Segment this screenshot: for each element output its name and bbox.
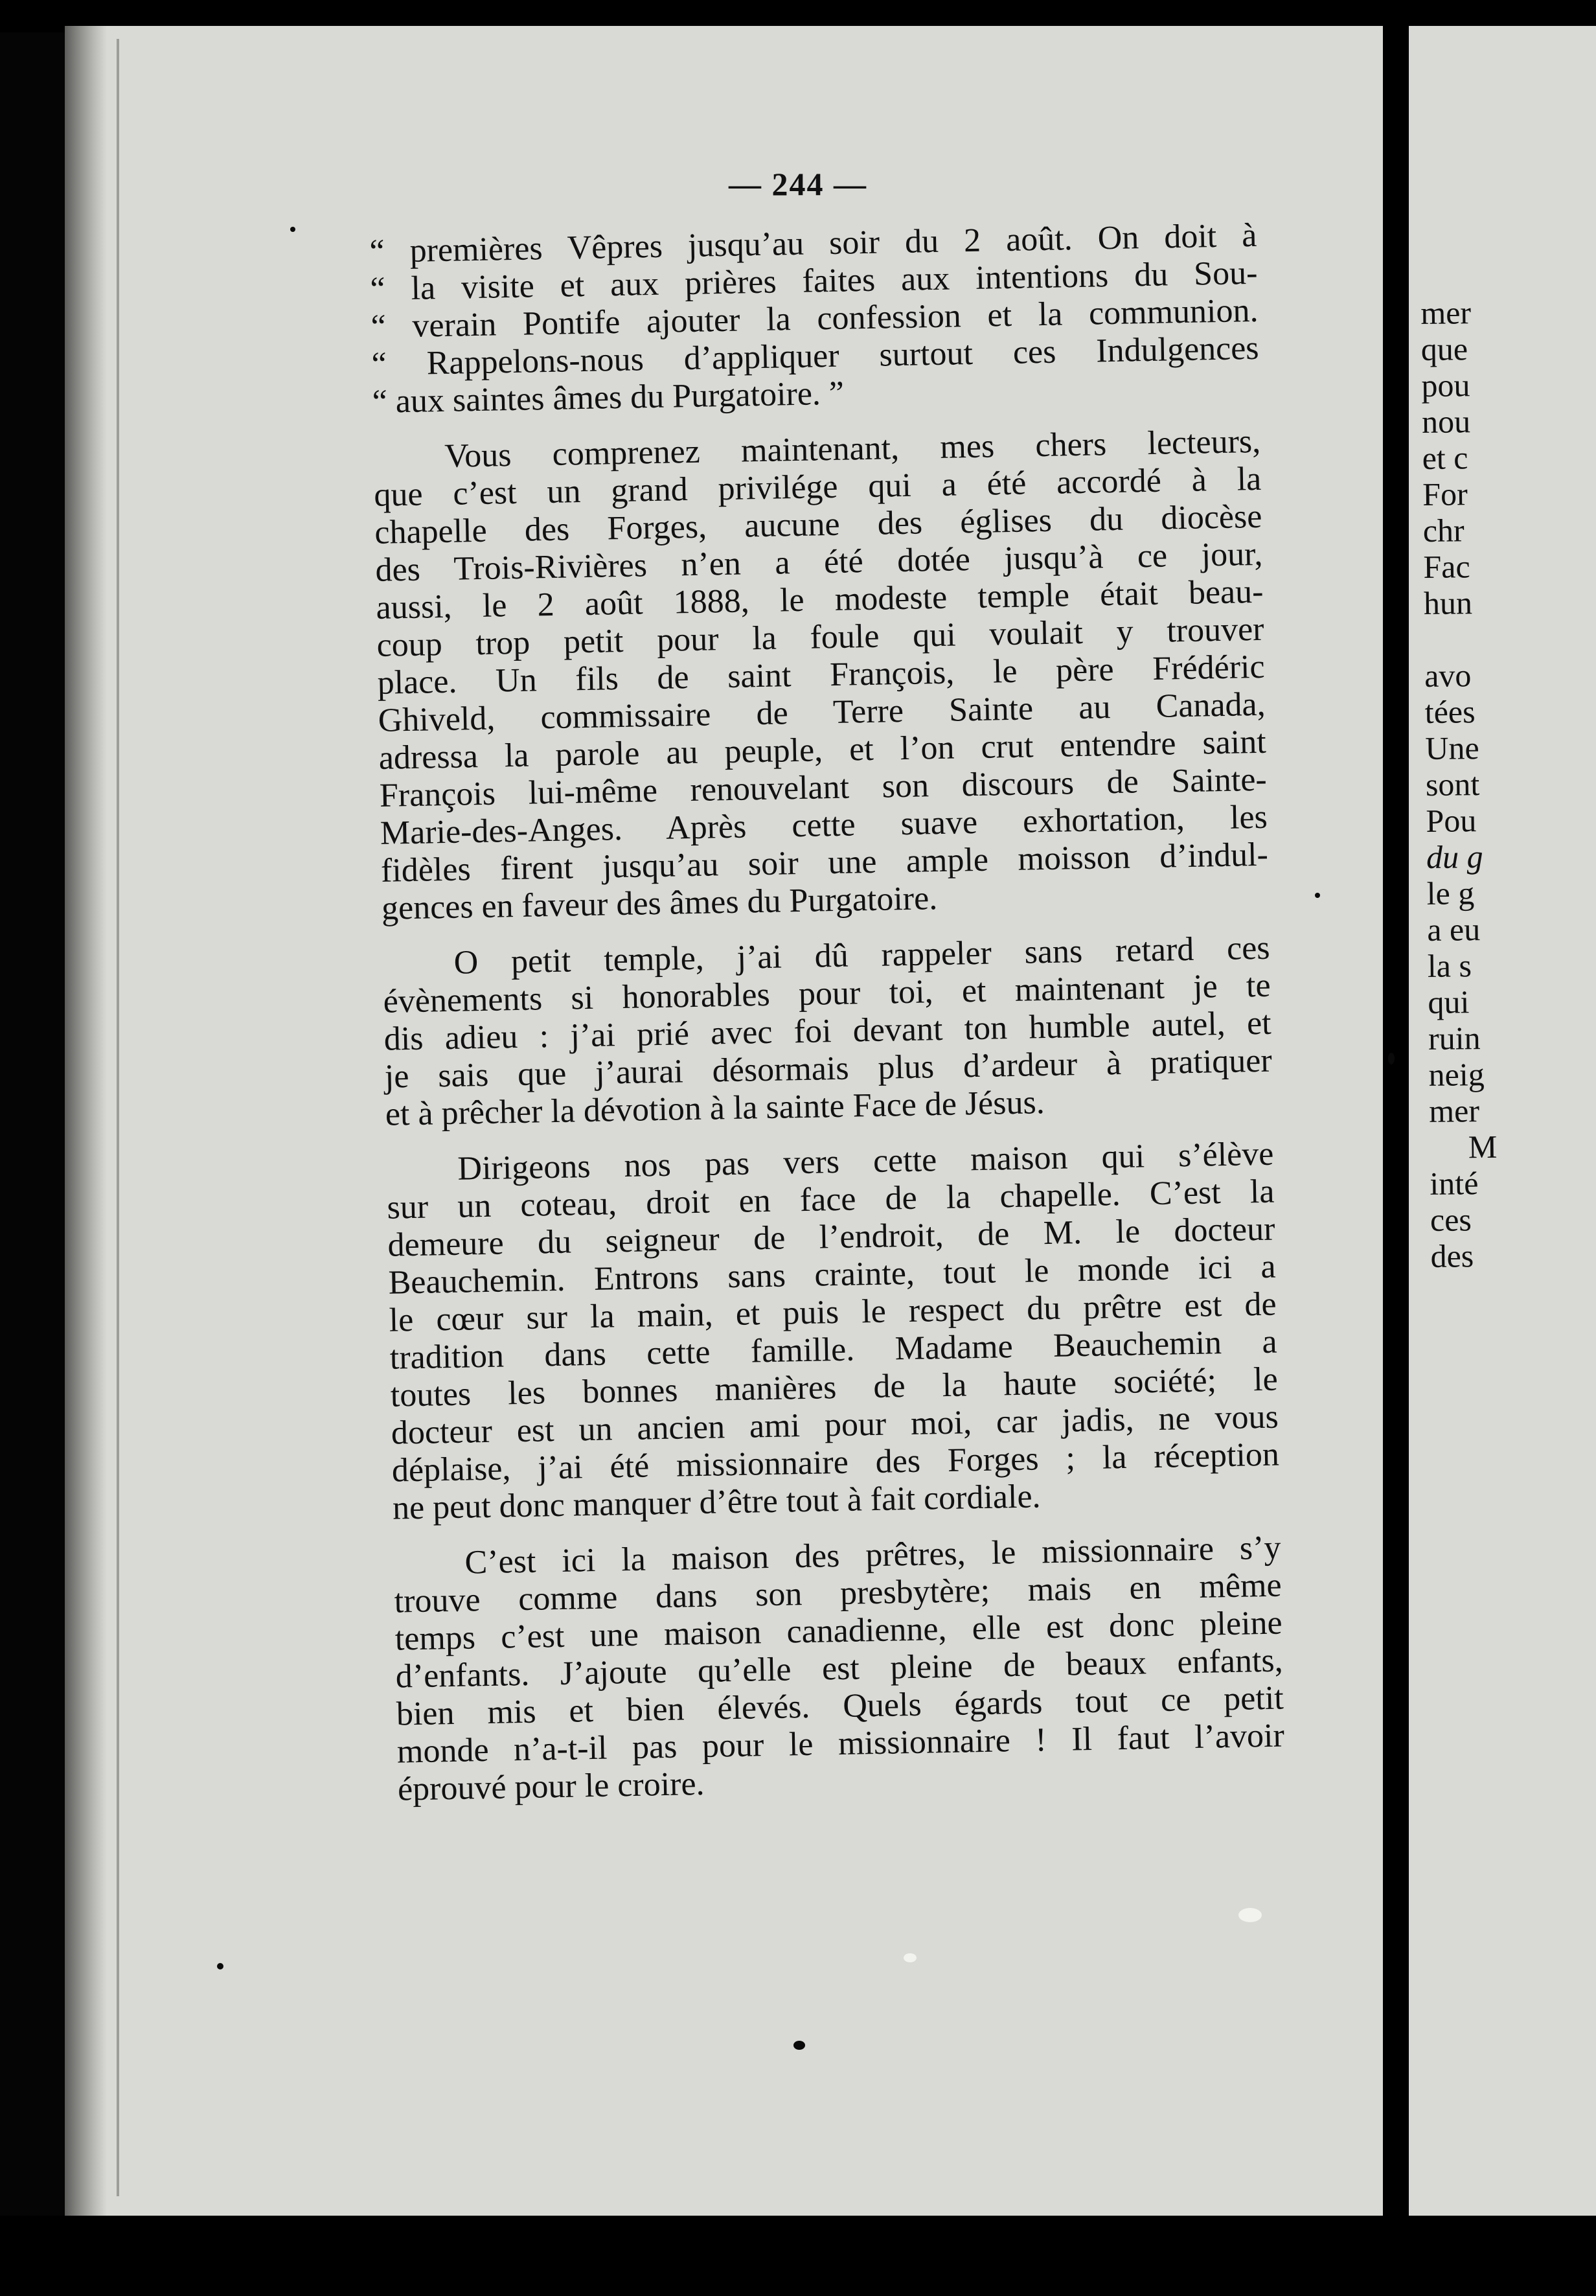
text-line: éprouvé pour le croire. — [397, 1765, 705, 1808]
text-line: temps c’est une maison canadienne, elle est donc pleine — [394, 1604, 1283, 1658]
text-line: bien mis et bien élevés. Quels égards tout ce petit — [396, 1679, 1284, 1733]
right-page-fragments — [1420, 294, 1498, 1274]
text-line: Vous comprenez maintenant, mes chers lecteurs, — [444, 422, 1261, 475]
scan-speck — [793, 2041, 805, 2050]
fragment-line: avo — [1424, 657, 1472, 694]
scan-speck — [290, 227, 295, 232]
text-line: coup trop petit pour la foule qui voulait y trouver — [376, 610, 1264, 664]
text-line: monde n’a-t-il pas pour le missionnaire ! Il faut l’avoir — [396, 1717, 1285, 1771]
text-line: et à prêcher la dévotion à la sainte Face de Jésus. — [385, 1084, 1045, 1133]
fragment-line: mer — [1420, 294, 1472, 331]
fragment-line: Fac — [1423, 548, 1470, 585]
text-line: que c’est un grand privilége qui a été accordé à la — [373, 460, 1262, 514]
fragment-line: Une — [1425, 729, 1479, 766]
fragment-line: mer — [1428, 1092, 1480, 1129]
scan-speck — [1238, 1908, 1262, 1922]
fragment-line: ruin — [1428, 1020, 1481, 1057]
text-line: aussi, le 2 août 1888, le modeste temple était beau- — [376, 573, 1264, 626]
text-line: Dirigeons nos pas vers cette maison qui s’élève — [457, 1135, 1274, 1188]
fragment-line: chr — [1422, 512, 1465, 549]
fragment-line: a eu — [1426, 911, 1481, 948]
text-line: déplaise, j’ai été missionnaire des Forges ; la réception — [391, 1436, 1280, 1489]
fragment-line: du g — [1426, 838, 1483, 875]
text-line: toutes les bonnes manières de la haute société; le — [390, 1360, 1279, 1414]
text-line: chapelle des Forges, aucune des églises du diocèse — [374, 498, 1262, 551]
paragraph-vous-comprenez — [373, 423, 1276, 928]
text-line: des Trois-Rivières n’en a été dotée jusqu’à ce jour, — [375, 535, 1263, 589]
text-line: sur un coteau, droit en face de la chapelle. C’est la — [387, 1173, 1275, 1226]
page-gutter-shadow — [65, 26, 107, 2216]
text-line: adressa la parole au peuple, et l’on crut entendre saint — [378, 723, 1267, 777]
paragraph-dirigeons — [386, 1135, 1286, 1527]
text-line: C’est ici la maison des prêtres, le missionnaire s’y — [464, 1529, 1281, 1581]
text-line: place. Un fils de saint François, le père Frédéric — [377, 648, 1266, 702]
fragment-line: M — [1468, 1128, 1498, 1165]
text-line: Marie-des-Anges. Après cette suave exhortation, les — [380, 798, 1268, 852]
fragment-line: For — [1422, 476, 1468, 512]
fragment-line: des — [1430, 1237, 1474, 1274]
text-line: évènements si honorables pour toi, et maintenant je te — [383, 967, 1271, 1020]
text-line: “ aux saintes âmes du Purgatoire. ” — [372, 374, 845, 420]
text-line: “ verain Pontife ajouter la confession et la communion. — [370, 292, 1259, 345]
fragment-line: sont — [1425, 766, 1480, 803]
text-line: François lui-même renouvelant son discours de Sainte- — [379, 761, 1268, 814]
text-line: trouve comme dans son presbytère; mais en même — [394, 1567, 1282, 1620]
text-line: d’enfants. J’ajoute qu’elle est pleine de beaux enfants, — [395, 1642, 1284, 1695]
fragment-line: ces — [1430, 1201, 1472, 1238]
scan-speck — [1315, 893, 1320, 898]
text-line: “ la visite et aux prières faites aux intentions du Sou- — [370, 254, 1258, 308]
scan-bottom-border — [0, 2216, 1596, 2296]
scan-speck — [217, 1963, 223, 1969]
fragment-line: nou — [1421, 403, 1471, 440]
fragment-line: pou — [1421, 367, 1470, 404]
fragment-line: Pou — [1426, 802, 1477, 839]
paragraph-quote — [369, 217, 1266, 421]
page-divider — [1383, 26, 1409, 2296]
fragment-line: neig — [1428, 1056, 1485, 1093]
paragraph-maison-des-pretres — [393, 1529, 1292, 1808]
fragment-line: la s — [1427, 947, 1472, 984]
fragment-line: hun — [1423, 584, 1473, 621]
text-line: docteur est un ancien ami pour moi, car jadis, ne vous — [391, 1398, 1279, 1452]
text-line: Beauchemin. Entrons sans crainte, tout le monde ici a — [388, 1248, 1276, 1302]
scan-speck — [1388, 1053, 1395, 1064]
text-line: tradition dans cette famille. Madame Beauchemin a — [389, 1323, 1278, 1377]
page-number: — 244 — — [729, 166, 867, 202]
text-line: “ premières Vêpres jusqu’au soir du 2 août. On doit à — [369, 216, 1257, 270]
page-body-text — [369, 217, 1292, 1809]
text-line: gences en faveur des âmes du Purgatoire. — [381, 880, 938, 927]
text-line: Ghiveld, commissaire de Terre Sainte au Canada, — [378, 685, 1266, 739]
paragraph-petit-temple — [382, 930, 1279, 1134]
text-line: le cœur sur la main, et puis le respect du prêtre est de — [389, 1285, 1277, 1339]
text-line: ne peut donc manquer d’être tout à fait cordiale. — [392, 1478, 1042, 1527]
fragment-line: et c — [1422, 439, 1468, 476]
fragment-line: tées — [1424, 693, 1476, 730]
fragment-line: le g — [1426, 875, 1475, 912]
fragment-line: inté — [1430, 1165, 1479, 1202]
text-line: O petit temple, j’ai dû rappeler sans retard ces — [453, 929, 1270, 982]
scan-speck — [904, 1953, 917, 1962]
text-line: je sais que j’aurai désormais plus d’ardeur à pratiquer — [384, 1042, 1273, 1096]
text-line: dis adieu : j’ai prié avec foi devant ton humble autel, et — [383, 1004, 1272, 1058]
text-line: fidèles firent jusqu’au soir une ample moisson d’indul- — [380, 836, 1269, 890]
fragment-line: qui — [1428, 983, 1470, 1020]
text-line: demeure du seigneur de l’endroit, de M. le docteur — [387, 1210, 1275, 1264]
binding-line — [117, 39, 119, 2196]
fragment-line: que — [1420, 330, 1468, 367]
text-line: “ Rappelons-nous d’appliquer surtout ces Indulgences — [371, 329, 1260, 383]
